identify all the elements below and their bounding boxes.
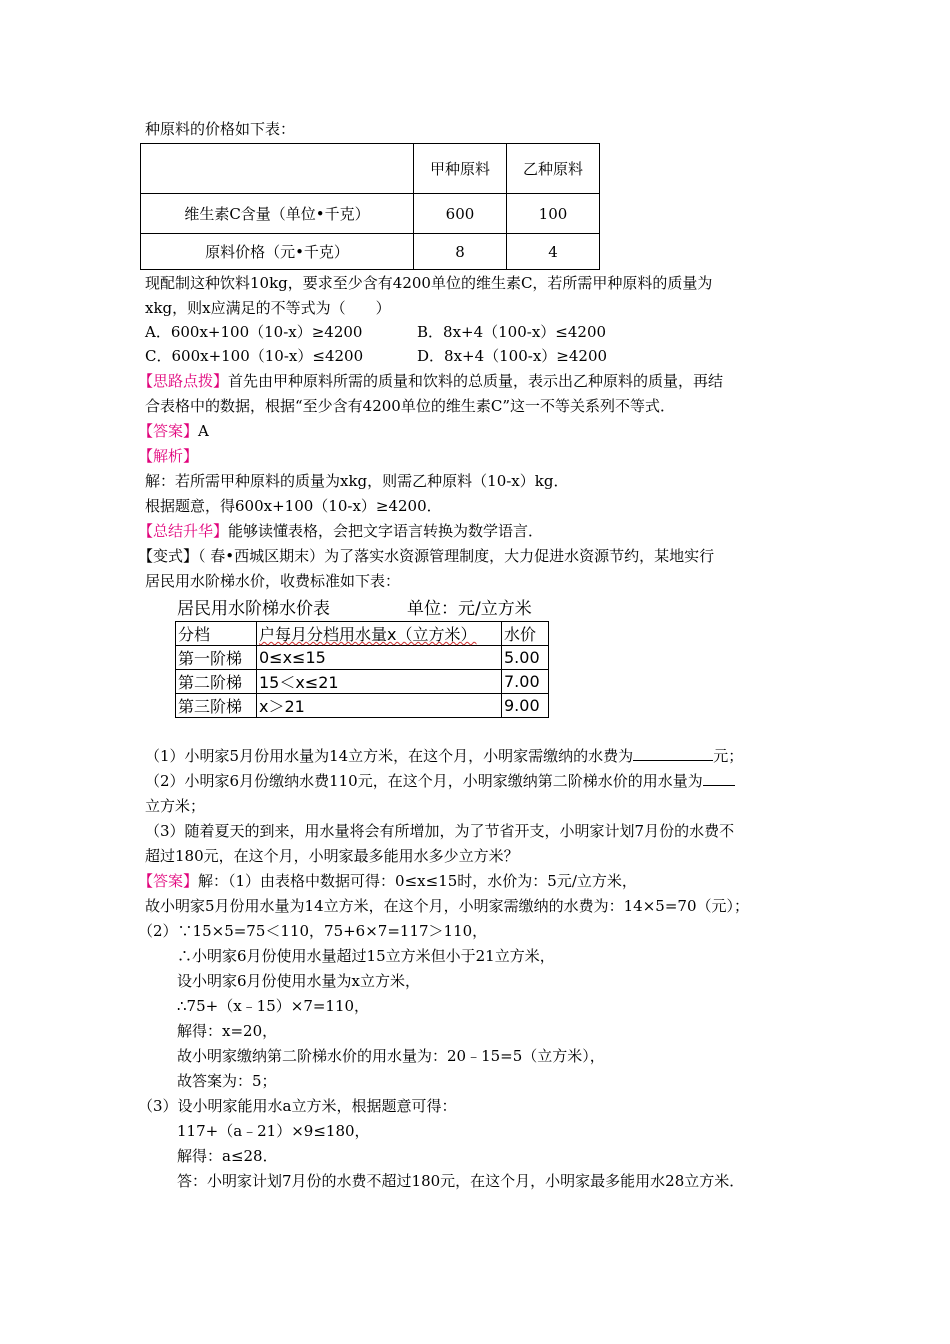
question-1: （1）小明家5月份用水量为14立方米，在这个月，小明家需缴纳的水费为 元； — [145, 747, 744, 765]
hint-line — [138, 370, 723, 392]
table-cell: 原料价格（元•千克） — [141, 234, 414, 270]
answer2-line: 故答案为：5； — [177, 1072, 277, 1090]
summary-text: 能够读懂表格，会把文字语言转换为数学语言． — [228, 522, 544, 540]
answer-blank — [703, 770, 735, 786]
question-3: （3）随着夏天的到来，用水量将会有所增加，为了节省开支，小明家计划7月份的水费不 — [145, 822, 735, 840]
answer-line — [138, 420, 209, 442]
hint-text-2: 合表格中的数据，根据“至少含有4200单位的维生素C”这一不等关系列不等式． — [145, 397, 675, 415]
table-cell: 甲种原料 — [414, 144, 507, 194]
table-cell: x＞21 — [257, 694, 502, 718]
ingredient-table — [140, 143, 600, 270]
question-3-cont: 超过180元，在这个月，小明家最多能用水多少立方米？ — [145, 847, 519, 865]
solution-line: 根据题意，得600x+100（10-x）≥4200． — [145, 497, 442, 515]
answer2-line: 故小明家5月份用水量为14立方米，在这个月，小明家需缴纳的水费为：14×5=70（元）； — [145, 897, 749, 915]
table-cell: 水价 — [502, 622, 549, 646]
table-row — [176, 670, 549, 694]
table-cell — [141, 144, 414, 194]
option-d: D．8x+4（100-x）≥4200 — [417, 347, 608, 365]
hint-text: 首先由甲种原料所需的质量和饮料的总质量，表示出乙种原料的质量，再结 — [228, 372, 724, 390]
table-cell: 第一阶梯 — [176, 646, 257, 670]
answer2-line: 答：小明家计划7月份的水费不超过180元，在这个月，小明家最多能用水28立方米． — [177, 1172, 745, 1190]
table-cell: 第二阶梯 — [176, 670, 257, 694]
hint-tag: 【思路点拨】 — [138, 372, 229, 390]
answer-blank — [633, 745, 713, 761]
table-cell — [257, 622, 502, 646]
table-cell: 第三阶梯 — [176, 694, 257, 718]
question-stem: 现配制这种饮料10kg，要求至少含有4200单位的维生素C，若所需甲种原料的质量为 — [145, 274, 713, 292]
answer-value: A — [198, 422, 209, 440]
answer2-line: （2）∵15×5=75＜110，75+6×7=117＞110， — [138, 922, 488, 940]
answer2-line: ∴小明家6月份使用水量超过15立方米但小于21立方米， — [177, 947, 555, 965]
question-2: （2）小明家6月份缴纳水费110元，在这个月，小明家缴纳第二阶梯水价的用水量为 — [145, 770, 735, 792]
solution-line: 解：若所需甲种原料的质量为xkg，则需乙种原料（10-x）kg． — [145, 472, 569, 490]
answer2-line: 【答案】解：（1）由表格中数据可得：0≤x≤15时，水价为：5元/立方米， — [138, 872, 637, 890]
summary-line — [138, 520, 543, 542]
question-2-cont: 立方米； — [145, 797, 206, 815]
variant-tag: 【变式】 — [138, 547, 199, 565]
table-row — [176, 694, 549, 718]
table-cell: 维生素C含量（单位•千克） — [141, 194, 414, 234]
answer2-line: 117+（a﹣21）×9≤180， — [177, 1122, 370, 1140]
option-a: A．600x+100（10-x）≥4200 — [145, 323, 363, 341]
answer2-line: 故小明家缴纳第二阶梯水价的用水量为：20﹣15=5（立方米）， — [177, 1047, 605, 1065]
table-cell: 5.00 — [502, 646, 549, 670]
header-text: 户每月分档用水量x（立方米） — [259, 625, 477, 644]
question-stem: xkg，则x应满足的不等式为（ ） — [145, 299, 391, 317]
answer-tag: 【答案】 — [138, 422, 199, 440]
table-cell: 分档 — [176, 622, 257, 646]
option-c: C．600x+100（10-x）≤4200 — [145, 347, 364, 365]
table-cell: 乙种原料 — [507, 144, 600, 194]
table-cell: 9.00 — [502, 694, 549, 718]
water-price-table — [175, 621, 549, 718]
answer2-line: 解得：a≤28． — [177, 1147, 278, 1165]
table-cell: 4 — [507, 234, 600, 270]
table-cell: 15＜x≤21 — [257, 670, 502, 694]
option-b: B．8x+4（100-x）≤4200 — [417, 323, 607, 341]
table-cell: 100 — [507, 194, 600, 234]
variant-text-2: 居民用水阶梯水价，收费标准如下表： — [145, 572, 401, 590]
answer2-tag: 【答案】 — [138, 872, 199, 890]
variant-text: （ 春•西城区期末）为了落实水资源管理制度，大力促进水资源节约，某地实行 — [198, 547, 715, 565]
answer2-line: ∴75+（x﹣15）×7=110， — [177, 997, 370, 1015]
price-table-title: 居民用水阶梯水价表 — [177, 599, 330, 619]
water-price-image — [175, 597, 555, 722]
table-row — [176, 646, 549, 670]
price-table-unit: 单位：元/立方米 — [407, 599, 532, 619]
variant-line — [138, 545, 714, 567]
table-cell: 600 — [414, 194, 507, 234]
table-row — [141, 234, 600, 270]
table-cell: 8 — [414, 234, 507, 270]
answer2-line: （3）设小明家能用水a立方米，根据题意可得： — [138, 1097, 457, 1115]
table-cell: 7.00 — [502, 670, 549, 694]
table-row — [141, 144, 600, 194]
intro-text: 种原料的价格如下表： — [145, 120, 296, 138]
answer2-line: 设小明家6月份使用水量为x立方米， — [177, 972, 421, 990]
table-cell: 0≤x≤15 — [257, 646, 502, 670]
table-row — [176, 622, 549, 646]
table-row — [141, 194, 600, 234]
analysis-tag: 【解析】 — [138, 447, 199, 465]
answer2-line: 解得：x=20， — [177, 1022, 278, 1040]
summary-tag: 【总结升华】 — [138, 522, 229, 540]
